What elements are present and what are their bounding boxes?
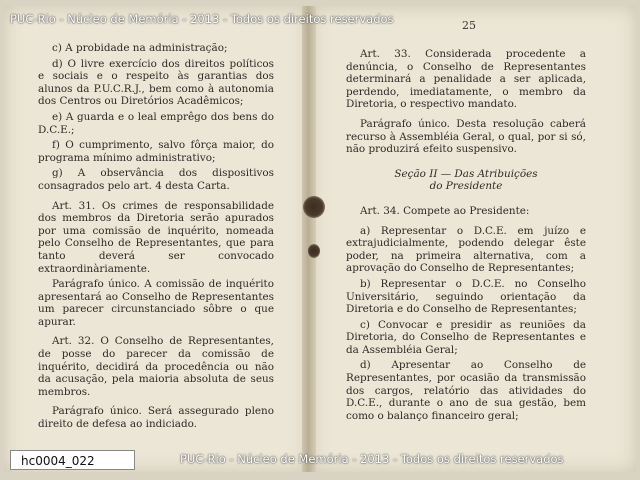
- document-id-label: hc0004_022: [10, 450, 135, 470]
- ink-stain: [308, 244, 320, 258]
- paragraph: f) O cumprimento, salvo fôrça maior, do programa mínimo administrativo;: [38, 139, 274, 164]
- paragraph: Parágrafo único. Será assegurado pleno direito de defesa ao indiciado.: [38, 405, 274, 431]
- paragraph: Art. 34. Compete ao Presidente:: [360, 204, 530, 217]
- paragraph: g) A observância dos dispositivos consagrados pelo art. 4 desta Carta.: [38, 167, 274, 192]
- paragraph: d) Apresentar ao Conselho de Representantes, por ocasião da transmissão dos cargos, relatório das atividades do D.C.E., durante o ano de sua gestão, bem como o balanço financeiro geral;: [346, 359, 586, 422]
- paragraph: Parágrafo único. A comissão de inquérito apresentará ao Conselho de Representantes um parecer circunstanciado sôbre o que apurar.: [38, 278, 274, 328]
- paragraph: d) O livre exercício dos direitos políticos e sociais e o respeito às garantias dos alunos da P.U.C.R.J., bem como à autonomia dos Centros ou Diretórios Acadêmicos;: [38, 57, 274, 108]
- paragraph: Art. 33. Considerada procedente a denúncia, o Conselho de Representantes determinará a penalidade a ser aplicada, perdendo, imediatamente, o membro da Diretoria, o respectivo mandato.: [346, 48, 586, 111]
- paragraph: Parágrafo único. Desta resolução caberá recurso à Assembléia Geral, o qual, por si só, não produzirá efeito suspensivo.: [346, 117, 586, 156]
- copyright-watermark: PUC-Rio - Núcleo de Memória - 2013 - Todos os direitos reservados: [10, 12, 394, 26]
- right-page-text: [346, 48, 586, 425]
- paragraph: Art. 32. O Conselho de Representantes, de posse do parecer da comissão de inquérito, decidirá da procedência ou não da acusação, pela maioria absoluta de seus membros.: [38, 335, 274, 398]
- section-heading-line: do Presidente: [429, 180, 503, 193]
- paragraph: c) A probidade na administração;: [52, 42, 228, 54]
- section-heading: [346, 168, 586, 193]
- section-heading-line: Seção II — Das Atribuições: [394, 167, 538, 180]
- paragraph: b) Representar o D.C.E. no Conselho Universitário, seguindo orientação da Diretoria e do Conselho de Representantes;: [346, 277, 586, 316]
- paragraph: Art. 31. Os crimes de responsabilidade dos membros da Diretoria serão apurados por uma comissão de inquérito, nomeada pelo Conselho de Representantes, que para tanto deverá ser convocado extraordinàriamente.: [38, 199, 274, 275]
- paragraph: a) Representar o D.C.E. em juízo e extrajudicialmente, podendo delegar êste poder, na primeira alternativa, com a aprovação do Conselho de Representantes;: [346, 224, 586, 275]
- book-gutter: [302, 6, 316, 472]
- paragraph: c) Convocar e presidir as reuniões da Diretoria, do Conselho de Representantes e da Assembléia Geral;: [346, 318, 586, 356]
- ink-stain: [303, 196, 325, 218]
- left-page-text: [38, 42, 274, 438]
- paragraph: e) A guarda e o leal emprêgo dos bens do D.C.E.;: [38, 110, 274, 136]
- copyright-watermark: PUC-Rio - Núcleo de Memória - 2013 - Todos os direitos reservados: [180, 452, 564, 466]
- page-number: 25: [462, 19, 476, 32]
